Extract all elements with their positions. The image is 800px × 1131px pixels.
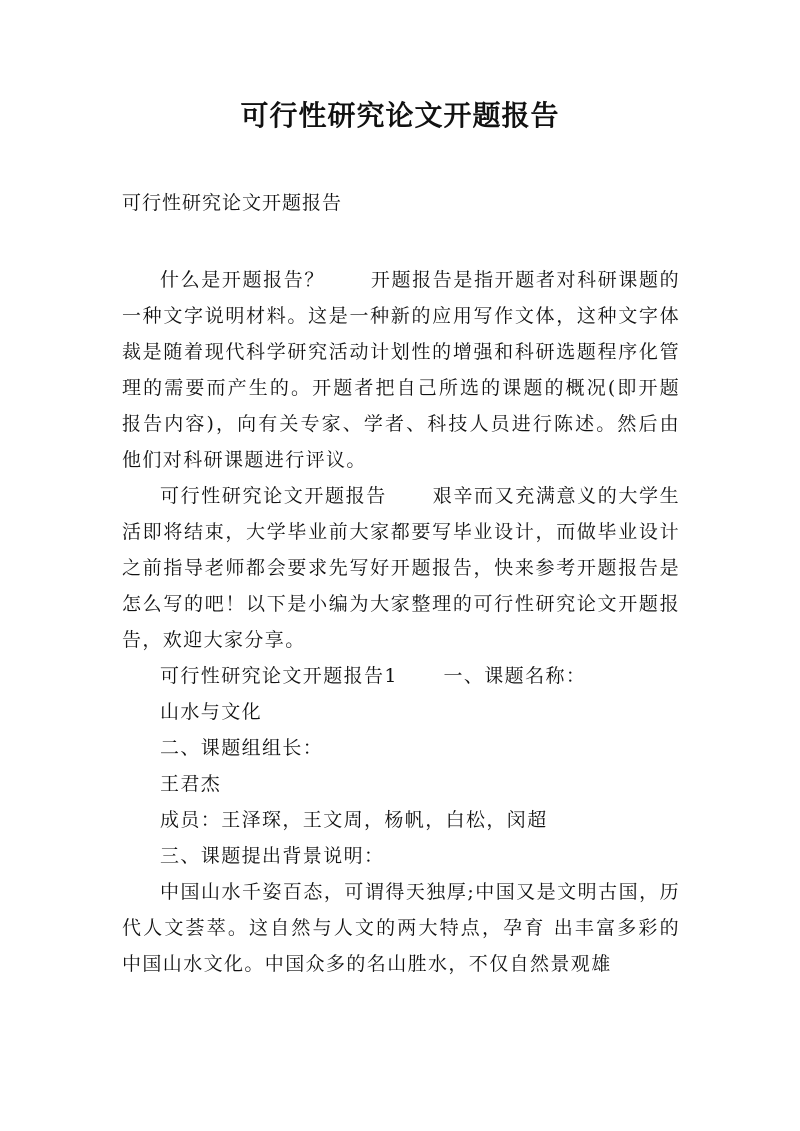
paragraph-text: 山水与文化 — [160, 701, 263, 723]
paragraph-background-text — [122, 874, 680, 982]
paragraph-lead: 什么是开题报告？ — [160, 269, 326, 291]
paragraph-intro — [122, 478, 680, 658]
paragraph-lead: 可行性研究论文开题报告1 — [160, 665, 398, 687]
paragraph-members — [122, 802, 680, 838]
paragraph-text: 王君杰 — [160, 773, 222, 795]
paragraph-background-heading — [122, 838, 680, 874]
document-body — [122, 262, 680, 982]
paragraph-leader-heading — [122, 730, 680, 766]
document-subtitle: 可行性研究论文开题报告 — [122, 192, 343, 214]
paragraph-topic-name — [122, 694, 680, 730]
paragraph-text: 一、课题名称： — [443, 665, 587, 687]
paragraph-text: 成员：王泽琛，王文周，杨帆，白松，闵超 — [160, 809, 548, 831]
paragraph-leader-name — [122, 766, 680, 802]
paragraph-report-1 — [122, 658, 680, 694]
paragraph-text: 二、课题组组长： — [160, 737, 324, 759]
paragraph-lead: 可行性研究论文开题报告 — [160, 485, 387, 507]
document-title: 可行性研究论文开题报告 — [240, 99, 560, 132]
paragraph-text: 三、课题提出背景说明： — [160, 845, 385, 867]
paragraph-text: 艰辛而又充满意义的大学生活即将结束，大学毕业前大家都要写毕业设计，而做毕业设计之前指导老师都会要求先写好开题报告，快来参考开题报告是怎么写的吧！以下是小编为大家整理的可行性研究论文开题报告，欢迎大家分享。 — [122, 485, 680, 651]
paragraph-what-is-report — [122, 262, 680, 478]
paragraph-text: 中国山水千姿百态，可谓得天独厚;中国又是文明古国，历代人文荟萃。这自然与人文的两大特点，孕育 出丰富多彩的中国山水文化。中国众多的名山胜水，不仅自然景观雄 — [122, 881, 680, 975]
paragraph-text: 开题报告是指开题者对科研课题的一种文字说明材料。这是一种新的应用写作文体，这种文字体裁是随着现代科学研究活动计划性的增强和科研选题程序化管理的需要而产生的。开题者把自己所选的课题的概况(即开题报告内容)，向有关专家、学者、科技人员进行陈述。然后由他们对科研课题进行评议。 — [122, 269, 680, 471]
